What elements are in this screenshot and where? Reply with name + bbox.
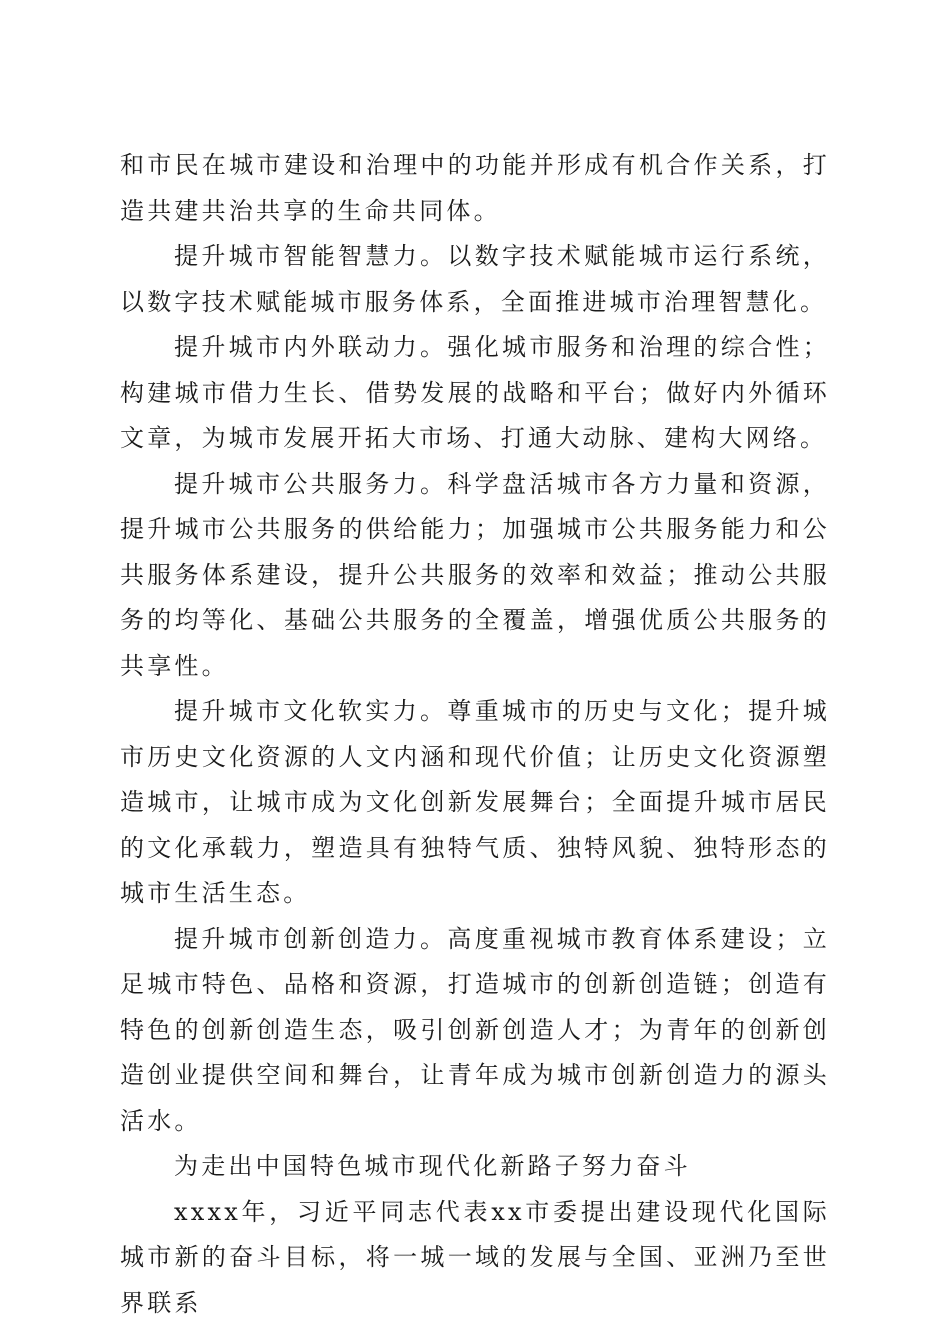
paragraph-public-service: 提升城市公共服务力。科学盘活城市各方力量和资源，提升城市公共服务的供给能力；加强城市公共服务能力和公共服务体系建设，提升公共服务的效率和效益；推动公共服务的均等化、基础公共服务的全覆盖，增强优质公共服务的共享性。 <box>120 469 830 680</box>
paragraph-culture: 提升城市文化软实力。尊重城市的历史与文化；提升城市历史文化资源的人文内涵和现代价值；让历史文化资源塑造城市，让城市成为文化创新发展舞台；全面提升城市居民的文化承载力，塑造具有独特气质、独特风貌、独特形态的城市生活生态。 <box>120 697 830 907</box>
paragraph-cooperation: 和市民在城市建设和治理中的功能并形成有机合作关系，打造共建共治共享的生命共同体。 <box>120 151 830 225</box>
paragraph-linkage: 提升城市内外联动力。强化城市服务和治理的综合性；构建城市借力生长、借势发展的战略和平台；做好内外循环文章，为城市发展开拓大市场、打通大动脉、建构大网络。 <box>120 333 830 452</box>
document-body <box>120 143 830 1326</box>
section-heading: 为走出中国特色城市现代化新路子努力奋斗 <box>174 1152 691 1180</box>
paragraph-innovation: 提升城市创新创造力。高度重视城市教育体系建设；立足城市特色、品格和资源，打造城市的创新创造链；创造有特色的创新创造生态，吸引创新创造人才；为青年的创新创造创业提供空间和舞台，让青年成为城市创新创造力的源头活水。 <box>120 924 830 1135</box>
paragraph-goal: xxxx年，习近平同志代表xx市委提出建设现代化国际城市新的奋斗目标，将一城一域的发展与全国、亚洲乃至世界联系 <box>120 1197 830 1317</box>
paragraph-smart-city: 提升城市智能智慧力。以数字技术赋能城市运行系统，以数字技术赋能城市服务体系，全面推进城市治理智慧化。 <box>120 242 830 316</box>
